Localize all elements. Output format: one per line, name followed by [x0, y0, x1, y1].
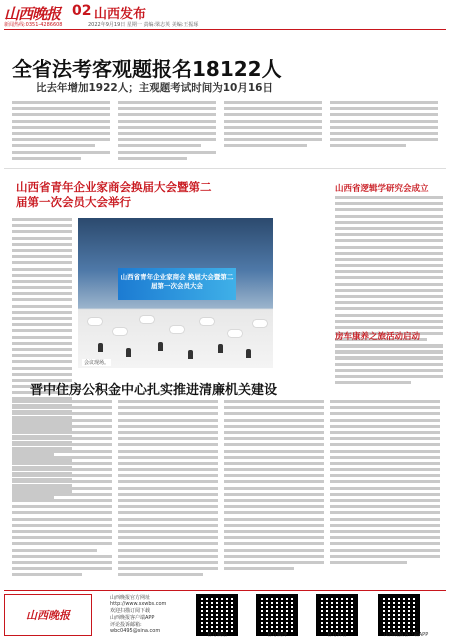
section-divider [4, 168, 446, 169]
footer-line-5: 评论投诉邮箱: [110, 622, 142, 628]
article1-body-col3 [224, 101, 322, 151]
section-title: 山西发布 [94, 7, 147, 22]
footer-line-6[interactable]: wbc0495@sina.com [110, 628, 161, 634]
qr-douyin-icon[interactable] [316, 594, 358, 636]
article3-body-col4 [330, 400, 440, 567]
qr-weibo-label: 官方微博 [266, 632, 287, 638]
conference-photo [78, 218, 273, 368]
issue-meta: 2022年9月19日 星期一 责编:梁志英 美编:王振琢 [88, 22, 199, 28]
article1-subhead: 比去年增加1922人；主观题考试时间为10月16日 [36, 82, 273, 94]
article3-body-col3 [224, 400, 324, 573]
footer-logo [4, 594, 92, 636]
article2-headline: 山西省青年企业家商会换届大会暨第二届第一次会员大会举行 [16, 180, 212, 209]
hotline: 新闻热线:0351-4286608 [4, 22, 63, 28]
header-rule [4, 29, 446, 30]
photo-stage-banner: 山西省青年企业家商会 换届大会暨第二届第一次会员大会 [118, 268, 236, 300]
footer-line-3: 欢迎扫描订阅下载 [110, 608, 151, 614]
sidebox1-title: 山西省逻辑学研究会成立 [335, 184, 429, 194]
qr-wechat-label: 官方微信 [206, 632, 227, 638]
footer-line-2[interactable]: http://www.sxwbs.com [110, 601, 167, 607]
masthead-brand: 山西晚报 [4, 5, 61, 23]
footer-line-4: 山西晚报客户端APP [110, 615, 155, 621]
sidebox2-title: 房车康养之旅活动启动 [335, 332, 421, 342]
qr-douyin-label: 官方抖音 [326, 632, 347, 638]
article3-body-col1 [12, 400, 112, 579]
article3-body-col2 [118, 400, 218, 579]
footer-info [110, 594, 182, 634]
qr-app-label: 山西晚报客户端APP [383, 632, 429, 638]
qr-wechat-icon[interactable] [196, 594, 238, 636]
qr-weibo-icon[interactable] [256, 594, 298, 636]
sidebox2-body [335, 344, 443, 387]
footer-line-1: 山西晚报官方网址 [110, 595, 151, 601]
footer-logo-text: 山西晚报 [26, 609, 70, 622]
qr-app-icon[interactable] [378, 594, 420, 636]
article1-headline: 全省法考客观题报名18122人 [12, 57, 282, 81]
page-number: 02 [72, 3, 92, 19]
article1-body-col2 [118, 101, 216, 163]
article1-body-col4 [330, 101, 438, 151]
footer-rule [4, 590, 446, 591]
article1-body-col1 [12, 101, 110, 163]
article3-headline: 晋中住房公积金中心扎实推进清廉机关建设 [30, 383, 278, 398]
photo-caption: 会议现场。 [84, 360, 110, 366]
